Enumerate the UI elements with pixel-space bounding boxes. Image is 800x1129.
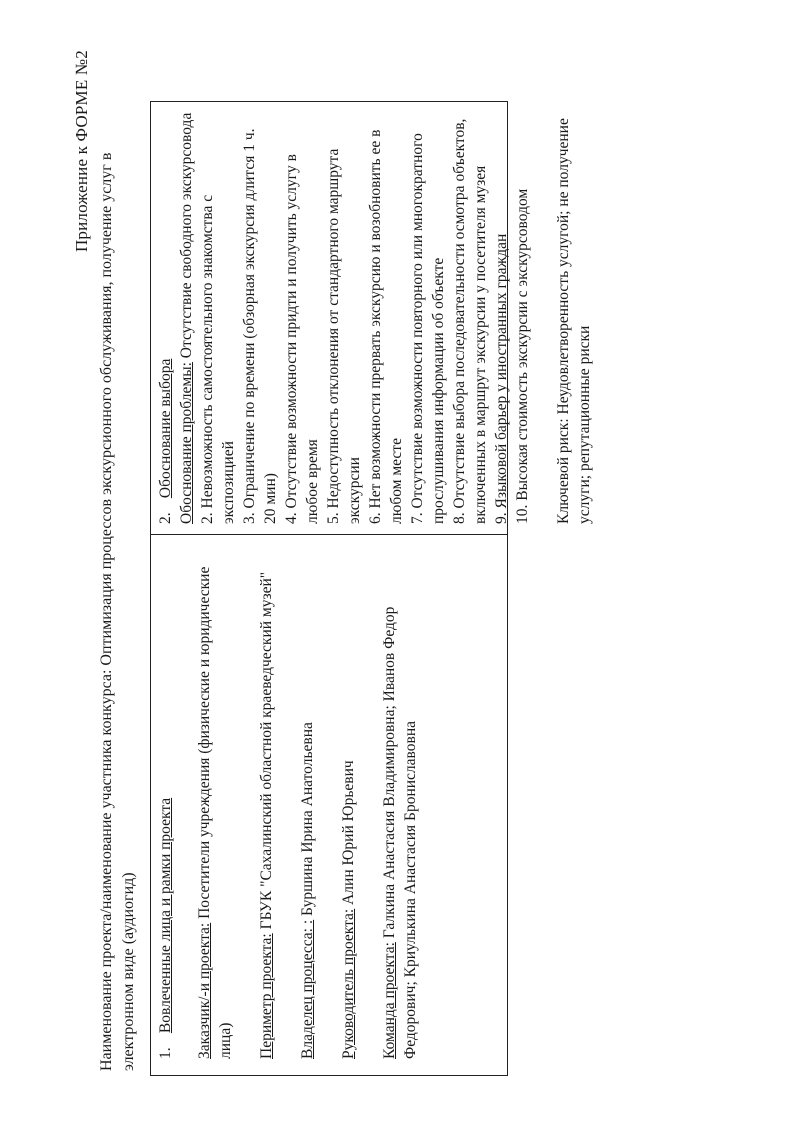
stakeholders-column (151, 534, 507, 1075)
team-value: Галкина Анастасия Владимировна; Иванов Федор Федорович; Криулькина Анастасия Брониславовна (381, 606, 419, 1059)
problem-1-text: Отсутствие свободного экскурсовода (178, 112, 195, 363)
appendix-label: Приложение к ФОРМЕ №2 (72, 50, 91, 253)
justification-heading-text: Обоснование выбора (157, 358, 174, 499)
stakeholders-heading (155, 545, 176, 1059)
problem-item: 9. Языковой барьер у иностранных граждан (493, 233, 510, 524)
perimeter-value: ГБУК "Сахалинский областной краеведческий музей" (258, 571, 275, 934)
team-line (379, 545, 421, 1059)
owner-value: Буршина Ирина Анатольевна (299, 722, 316, 920)
project-title: Наименование проекта/наименование участника конкурса: Оптимизация процессов экскурсионного обслуживания, получение услуг в электронном виде (аудиогид) (98, 152, 137, 1071)
problem-item: 4. Отсутствие возможности придти и получить услугу в любое время (283, 154, 321, 524)
leader-value: Алин Юрий Юрьевич (340, 760, 357, 909)
problem-item: 2. Невозможность самостоятельного знакомства с экспозицией (199, 194, 237, 524)
problems-label: Обоснование проблемы: (178, 362, 195, 524)
owner-label: Владелец процесса: : (299, 919, 316, 1059)
leader-label: Руководитель проекта: (340, 908, 357, 1059)
stakeholders-heading-text: Вовлеченные лица и рамки проекта (157, 797, 174, 1034)
leader-line (338, 545, 359, 1059)
justification-heading-number: 2. (157, 512, 174, 524)
customer-label: Заказчик/-и проекта: (196, 922, 213, 1059)
customer-line (194, 545, 236, 1059)
problem-item: 10. Высокая стоимость экскурсии с экскурсоводом (514, 188, 531, 524)
justification-heading (155, 110, 176, 524)
customer-value: Посетители учреждения (физические и юридические лица) (196, 566, 234, 1059)
perimeter-line (256, 545, 277, 1059)
owner-line (297, 545, 318, 1059)
justification-column (151, 102, 593, 534)
problem-item: 8. Отсутствие выбора последовательности осмотра объектов, включенных в маршрут экскурсии у посетителя музея (451, 118, 489, 524)
problem-item: 5. Недоступность отклонения от стандартного маршрута экскурсии (325, 148, 363, 524)
problem-item: 3. Ограничение по времени (обзорная экскурсия длится 1 ч. 20 мин) (241, 128, 279, 524)
stakeholders-heading-number: 1. (157, 1047, 174, 1059)
problem-line-1 (176, 110, 197, 524)
perimeter-label: Периметр проекта: (258, 933, 275, 1059)
key-risk: Ключевой риск: Неудовлетворенность услугой; не получение услуги; репутационные риски (555, 118, 593, 524)
project-table (150, 101, 593, 1076)
team-label: Команда проекта: (381, 942, 398, 1059)
problem-item: 7. Отсутствие возможности повторного или многократного прослушивания информации об объекте (409, 133, 447, 524)
problem-item: 6. Нет возможности прервать экскурсию и возобновить ее в любом месте (367, 129, 405, 524)
